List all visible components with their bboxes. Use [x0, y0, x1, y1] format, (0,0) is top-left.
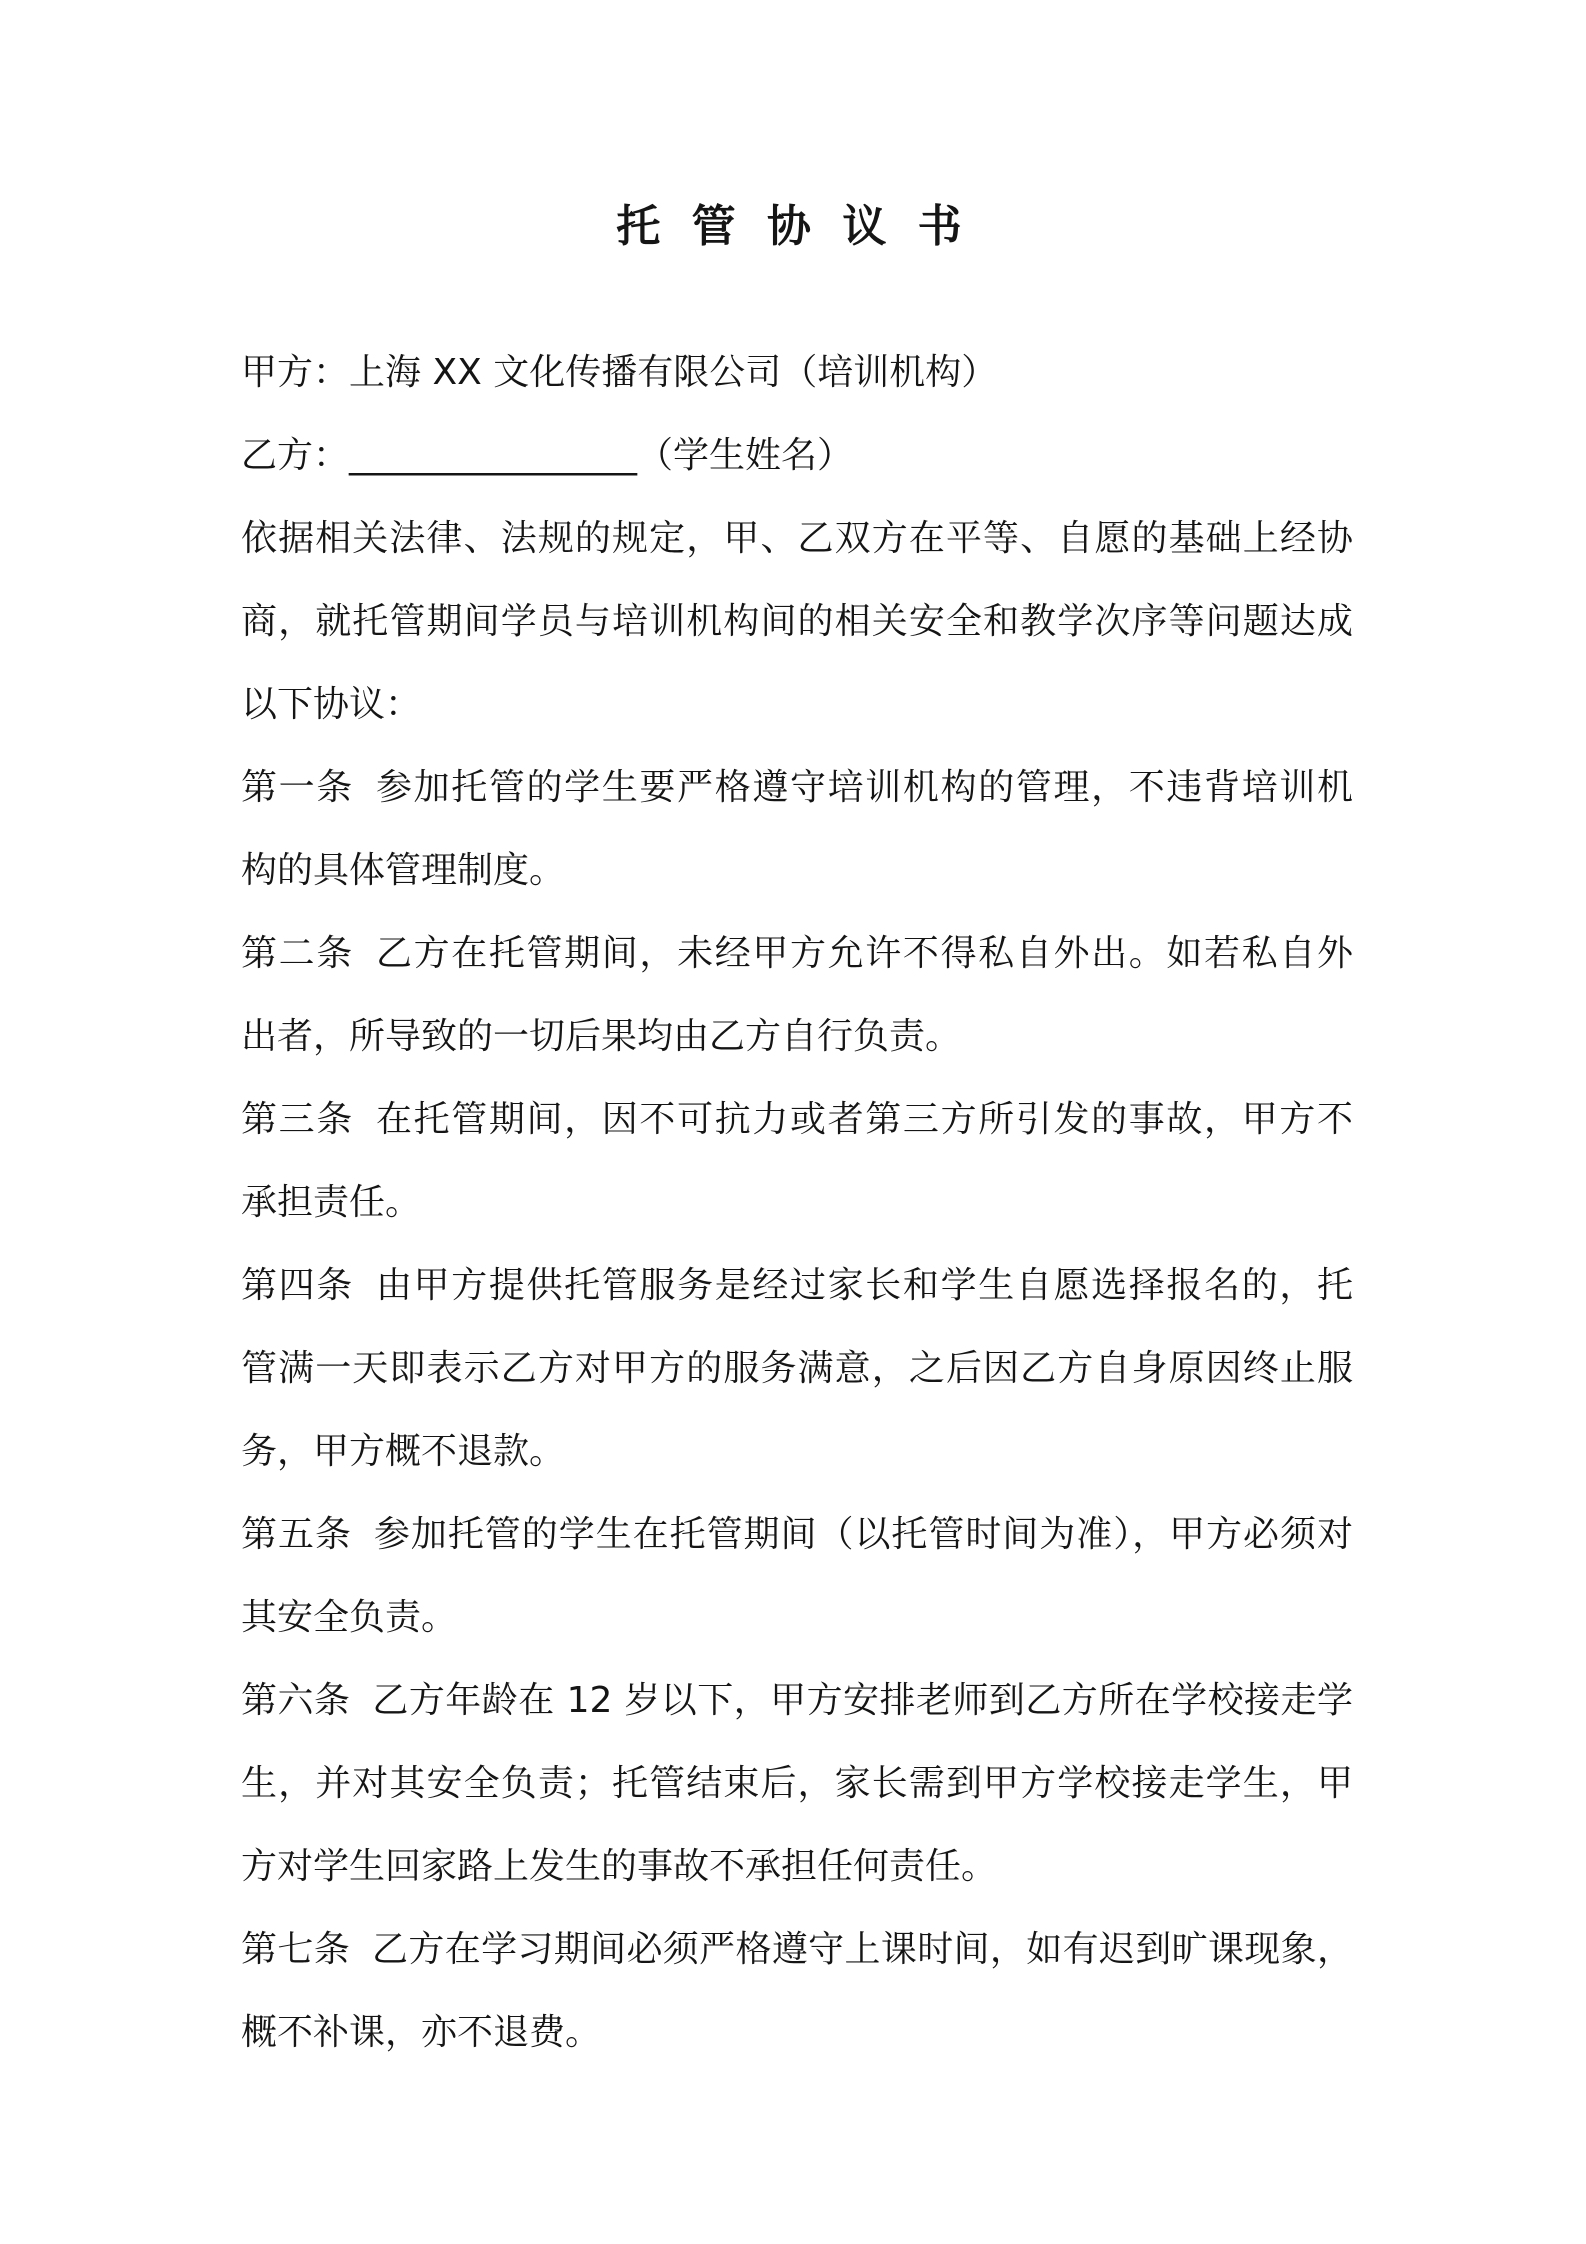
article-text: 参加托管的学生在托管期间（以托管时间为准），甲方必须对: [373, 1514, 1353, 1555]
article-number: 第四条: [241, 1265, 354, 1306]
preamble-line: 依据相关法律、法规的规定，甲、乙双方在平等、自愿的基础上经协: [241, 518, 1353, 559]
party-b-label: 乙方：: [241, 435, 350, 476]
article-line: 管满一天即表示乙方对甲方的服务满意，之后因乙方自身原因终止服: [241, 1348, 1353, 1389]
article-2: [241, 912, 1353, 1078]
preamble-line: 商，就托管期间学员与培训机构间的相关安全和教学次序等问题达成: [241, 601, 1353, 642]
preamble-paragraph: [241, 497, 1353, 746]
party-a-label: 甲方：: [241, 352, 350, 393]
article-number: 第七条: [241, 1929, 351, 1970]
party-a-line: [241, 331, 1353, 414]
article-line: 概不补课，亦不退费。: [241, 2012, 602, 2053]
party-b-line: [241, 414, 1353, 497]
article-first-line: [241, 1078, 1353, 1161]
article-number: 第一条: [241, 767, 354, 808]
article-line: 生，并对其安全负责；托管结束后，家长需到甲方学校接走学生，甲: [241, 1763, 1353, 1804]
article-line: 构的具体管理制度。: [241, 850, 566, 891]
article-line: 承担责任。: [241, 1182, 422, 1223]
articles-list: [241, 746, 1353, 2074]
article-3: [241, 1078, 1353, 1244]
article-text: 乙方年龄在 12 岁以下，甲方安排老师到乙方所在学校接走学: [372, 1680, 1353, 1721]
party-b-name-blank: ________________: [349, 435, 638, 476]
article-1: [241, 746, 1353, 912]
article-text: 在托管期间，因不可抗力或者第三方所引发的事故，甲方不: [375, 1099, 1353, 1140]
party-a-value: 上海 XX 文化传播有限公司（培训机构）: [349, 352, 998, 393]
article-text: 参加托管的学生要严格遵守培训机构的管理，不违背培训机: [375, 767, 1353, 808]
article-first-line: [241, 1244, 1353, 1327]
article-first-line: [241, 1908, 1353, 1991]
article-first-line: [241, 1493, 1353, 1576]
party-b-note: （学生姓名）: [637, 435, 854, 476]
article-first-line: [241, 746, 1353, 829]
article-7: [241, 1908, 1353, 2074]
article-6: [241, 1659, 1353, 1908]
article-text: 乙方在学习期间必须严格遵守上课时间，如有迟到旷课现象，: [372, 1929, 1353, 1970]
page-title: 托 管 协 议 书: [616, 201, 970, 252]
article-4: [241, 1244, 1353, 1493]
article-number: 第六条: [241, 1680, 351, 1721]
article-first-line: [241, 912, 1353, 995]
article-text: 乙方在托管期间，未经甲方允许不得私自外出。如若私自外: [375, 933, 1353, 974]
preamble-line: 以下协议：: [241, 684, 422, 725]
article-line: 出者，所导致的一切后果均由乙方自行负责。: [241, 1016, 962, 1057]
article-line: 方对学生回家路上发生的事故不承担任何责任。: [241, 1846, 998, 1887]
article-number: 第五条: [241, 1514, 352, 1555]
agreement-body: [241, 331, 1353, 2074]
article-number: 第三条: [241, 1099, 354, 1140]
article-number: 第二条: [241, 933, 354, 974]
article-text: 由甲方提供托管服务是经过家长和学生自愿选择报名的，托: [375, 1265, 1353, 1306]
article-first-line: [241, 1659, 1353, 1742]
article-line: 其安全负责。: [241, 1597, 458, 1638]
article-line: 务，甲方概不退款。: [241, 1431, 566, 1472]
article-5: [241, 1493, 1353, 1659]
